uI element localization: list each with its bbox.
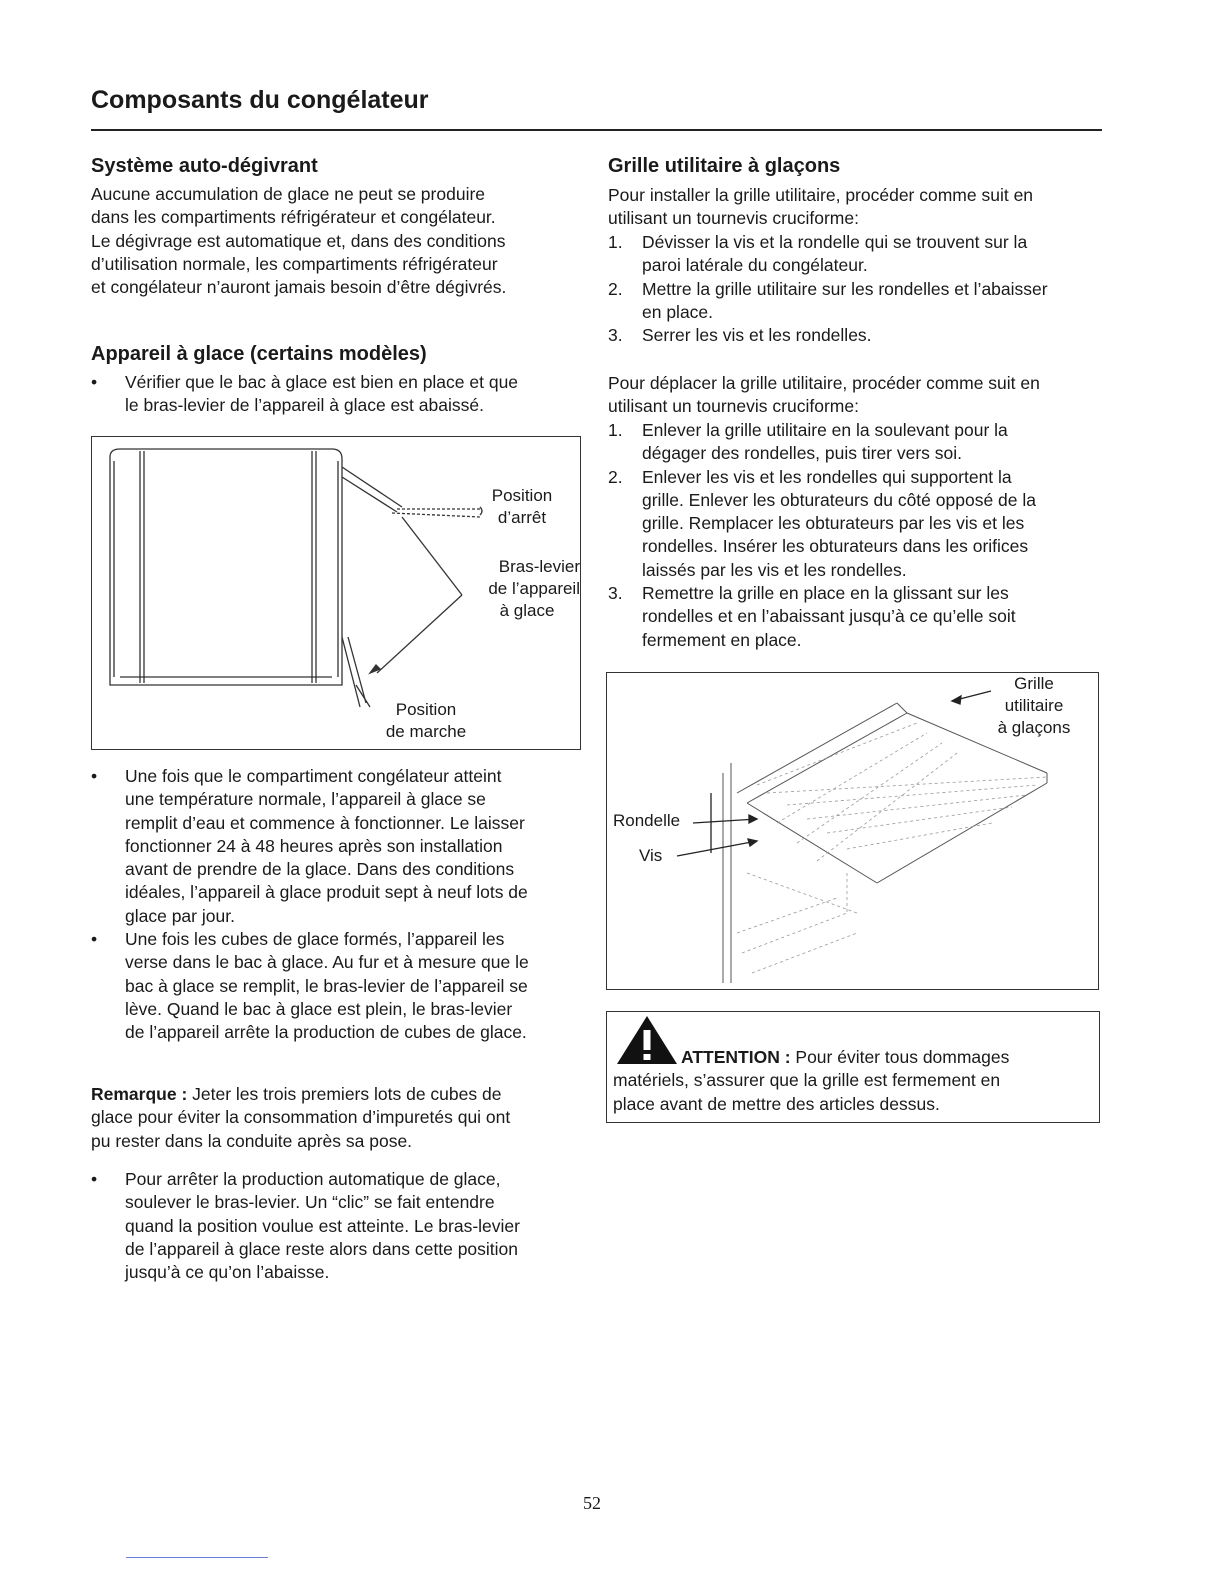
auto-defrost-heading: Système auto-dégivrant	[91, 155, 318, 177]
list-item: 1. Enlever la grille utilitaire en la soulevant pour la dégager des rondelles, puis tirer vers soi.	[608, 420, 1008, 464]
list-item: 1. Dévisser la vis et la rondelle qui se trouvent sur la paroi latérale du congélateur.	[608, 232, 1028, 276]
attention-box	[606, 1011, 1100, 1123]
arm-label: Bras-levier de l’appareil à glace	[488, 557, 580, 620]
page-title: Composants du congélateur	[91, 86, 429, 114]
note-label: Remarque :	[91, 1084, 188, 1104]
stop-ice-bullet	[91, 1168, 591, 1284]
list-item: 2. Mettre la grille utilitaire sur les rondelles et l’abaisser en place.	[608, 278, 1048, 322]
remove-intro: Pour déplacer la grille utilitaire, procéder comme suit en utilisant un tournevis cruciforme:	[608, 373, 1040, 417]
footer-rule	[126, 1557, 268, 1558]
attention-text: ATTENTION : Pour éviter tous dommages matériels, s’assurer que la grille est fermement en place avant de mettre des articles dessus.	[613, 1047, 1010, 1114]
install-intro: Pour installer la grille utilitaire, procéder comme suit en utilisant un tournevis cruciforme:	[608, 185, 1034, 229]
page-number: 52	[583, 1493, 601, 1513]
ice-maker-figure	[91, 436, 581, 750]
ice-maker-bullets	[91, 765, 591, 1045]
list-item: 2. Enlever les vis et les rondelles qui supportent la grille. Enlever les obturateurs du côté opposé de la grille. Remplacer les obturateurs par les vis et les rondelles. Insérer les obturateurs dans les orifices laissés par les vis et les rondelles.	[608, 466, 1036, 580]
position-on-label: Position de marche	[385, 700, 467, 741]
grille-label: Grille utilitaire à glaçons	[997, 674, 1071, 737]
vis-label: Vis	[639, 846, 663, 865]
list-item: 3. Remettre la grille en place en la glissant sur les rondelles et en l’abaissant jusqu’à ce qu’elle soit fermement en place.	[608, 583, 1016, 650]
list-item: • Une fois que le compartiment congélateur atteint une température normale, l’appareil à glace se remplit d’eau et commence à fonctionner. Le laisser fonctionner 24 à 48 heures après son installation avant de prendre de la glace. Dans des conditions idéales, l’appareil à glace produit sept à neuf lots de glace par jour.	[91, 765, 591, 928]
shelf-heading: Grille utilitaire à glaçons	[608, 155, 841, 177]
position-stop-label: Position d’arrêt	[491, 486, 553, 527]
title-divider	[91, 129, 1102, 131]
list-item: • Une fois les cubes de glace formés, l’appareil les verse dans le bac à glace. Au fur et à mesure que le bac à glace se remplit, le bras-levier de l’appareil se lève. Quand le bac à glace est plein, le bras-levier de l’appareil arrête la production de cubes de glace.	[91, 928, 591, 1044]
auto-defrost-paragraph: Aucune accumulation de glace ne peut se produire dans les compartiments réfrigérateur et congélateur. Le dégivrage est automatique et, dans des conditions d’utilisation normale, les compartiments réfrigérateur et congélateur n’auront jamais besoin d’être dégivrés.	[91, 184, 507, 298]
install-steps	[608, 231, 1108, 347]
remove-steps	[608, 419, 1108, 652]
attention-label: ATTENTION :	[681, 1047, 791, 1067]
list-item: 3. Serrer les vis et les rondelles.	[608, 325, 872, 346]
rondelle-label: Rondelle	[613, 811, 681, 830]
note-paragraph: Remarque : Jeter les trois premiers lots de cubes de glace pour éviter la consommation d’impuretés qui ont pu rester dans la conduite après sa pose.	[91, 1084, 511, 1151]
ice-maker-bullet-check	[91, 371, 581, 418]
shelf-figure	[606, 672, 1099, 990]
ice-maker-heading: Appareil à glace (certains modèles)	[91, 343, 427, 365]
list-item: • Vérifier que le bac à glace est bien en place et que le bras-levier de l’appareil à glace est abaissé.	[91, 371, 581, 418]
list-item: • Pour arrêter la production automatique de glace, soulever le bras-levier. Un “clic” se fait entendre quand la position voulue est atteinte. Le bras-levier de l’appareil à glace reste alors dans cette position jusqu’à ce qu’on l’abaisse.	[91, 1168, 591, 1284]
